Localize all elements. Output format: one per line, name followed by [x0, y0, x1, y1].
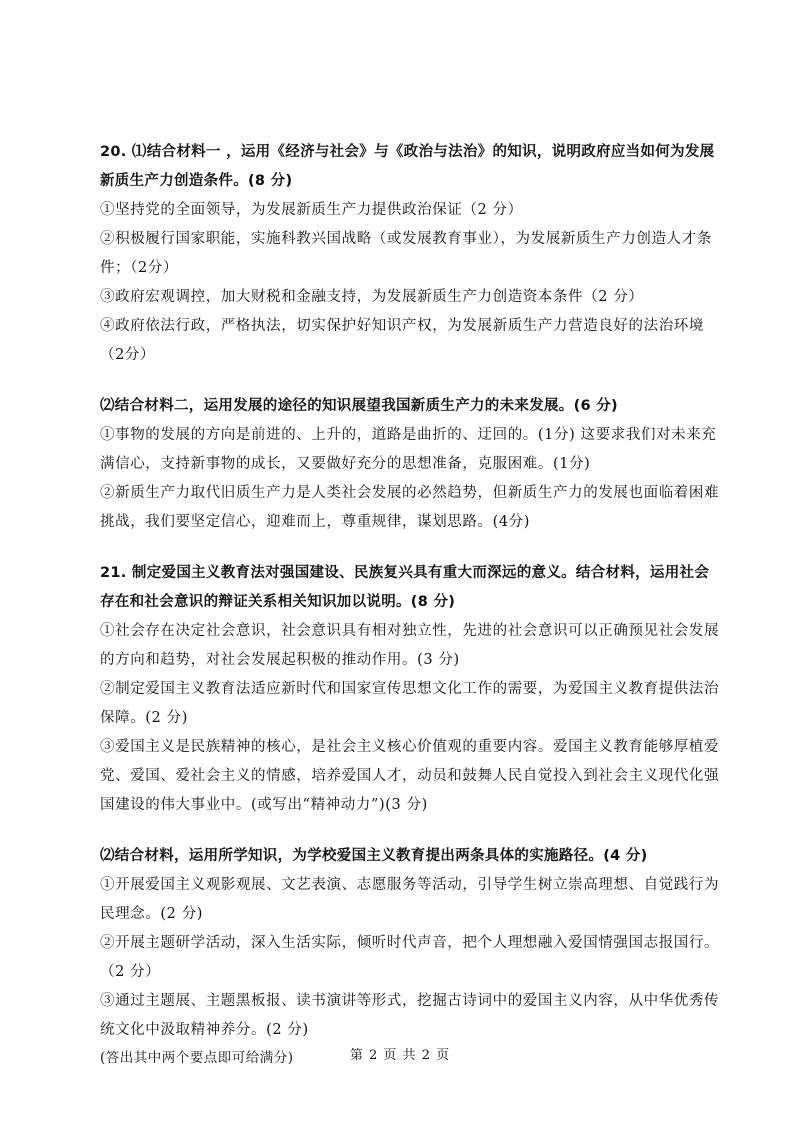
answer-point: ②新质生产力取代旧质生产力是人类社会发展的必然趋势，但新质生产力的发展也面临着困难挑战，我们要坚定信心，迎难而上，尊重规律，谋划思路。(4分)	[100, 485, 720, 530]
answer-point: ①开展爱国主义观影观展、文艺表演、志愿服务等活动，引导学生树立崇高理想、自觉践行为民理念。(2 分)	[100, 877, 720, 922]
answer-point: ③政府宏观调控，加大财税和金融支持，为发展新质生产力创造资本条件（2 分）	[100, 289, 644, 305]
page-number-footer: 第 2 页 共 2 页	[349, 1048, 451, 1063]
question-title: 21. 制定爱国主义教育法对强国建设、民族复兴具有重大而深远的意义。结合材料，运用社会存在和社会意识的辩证关系相关知识加以说明。(8 分)	[100, 565, 710, 610]
question-20-part-1	[100, 138, 720, 370]
grading-note: (答出其中两个要点即可给满分)	[100, 1050, 294, 1066]
question-20-part-2	[100, 392, 720, 537]
answer-point: ①事物的发展的方向是前进的、上升的，道路是曲折的、迂回的。(1分) 这要求我们对未来充满信心，支持新事物的成长，又要做好充分的思想准备，克服困难。(1分)	[100, 427, 717, 472]
answer-point: ③爱国主义是民族精神的核心，是社会主义核心价值观的重要内容。爱国主义教育能够厚植爱党、爱国、爱社会主义的情感，培养爱国人才，动员和鼓舞人民自觉投入到社会主义现代化强国建设的伟大事业中。(或写出“精神动力”)(3 分)	[100, 739, 720, 813]
question-title: ⑵结合材料二，运用发展的途径的知识展望我国新质生产力的未来发展。(6 分)	[100, 398, 618, 414]
answer-point: ②制定爱国主义教育法适应新时代和国家宣传思想文化工作的需要，为爱国主义教育提供法治保障。(2 分)	[100, 681, 720, 726]
question-title: 20. ⑴结合材料一 ，运用《经济与社会》与《政治与法治》的知识，说明政府应当如何为发展新质生产力创造条件。(8 分)	[100, 144, 715, 189]
question-title: ⑵结合材料，运用所学知识，为学校爱国主义教育提出两条具体的实施路径。(4 分)	[100, 848, 648, 864]
answer-point: ①社会存在决定社会意识，社会意识具有相对独立性，先进的社会意识可以正确预见社会发展的方向和趋势，对社会发展起积极的推动作用。(3 分)	[100, 623, 720, 668]
answer-point: ②开展主题研学活动，深入生活实际，倾听时代声音，把个人理想融入爱国情强国志报国行。（2 分）	[100, 935, 720, 980]
answer-content	[100, 138, 720, 1072]
question-21-part-2	[100, 842, 720, 1072]
answer-point: ①坚持党的全面领导，为发展新质生产力提供政治保证（2 分）	[100, 202, 523, 218]
answer-point: ③通过主题展、主题黑板报、读书演讲等形式，挖掘古诗词中的爱国主义内容，从中华优秀传统文化中汲取精神养分。(2 分)	[100, 993, 720, 1038]
question-21-part-1	[100, 559, 720, 820]
answer-point: ②积极履行国家职能，实施科教兴国战略（或发展教育事业），为发展新质生产力创造人才条件；（2分）	[100, 231, 712, 276]
answer-point: ④政府依法行政，严格执法，切实保护好知识产权，为发展新质生产力营造良好的法治环境（2分）	[100, 318, 704, 363]
